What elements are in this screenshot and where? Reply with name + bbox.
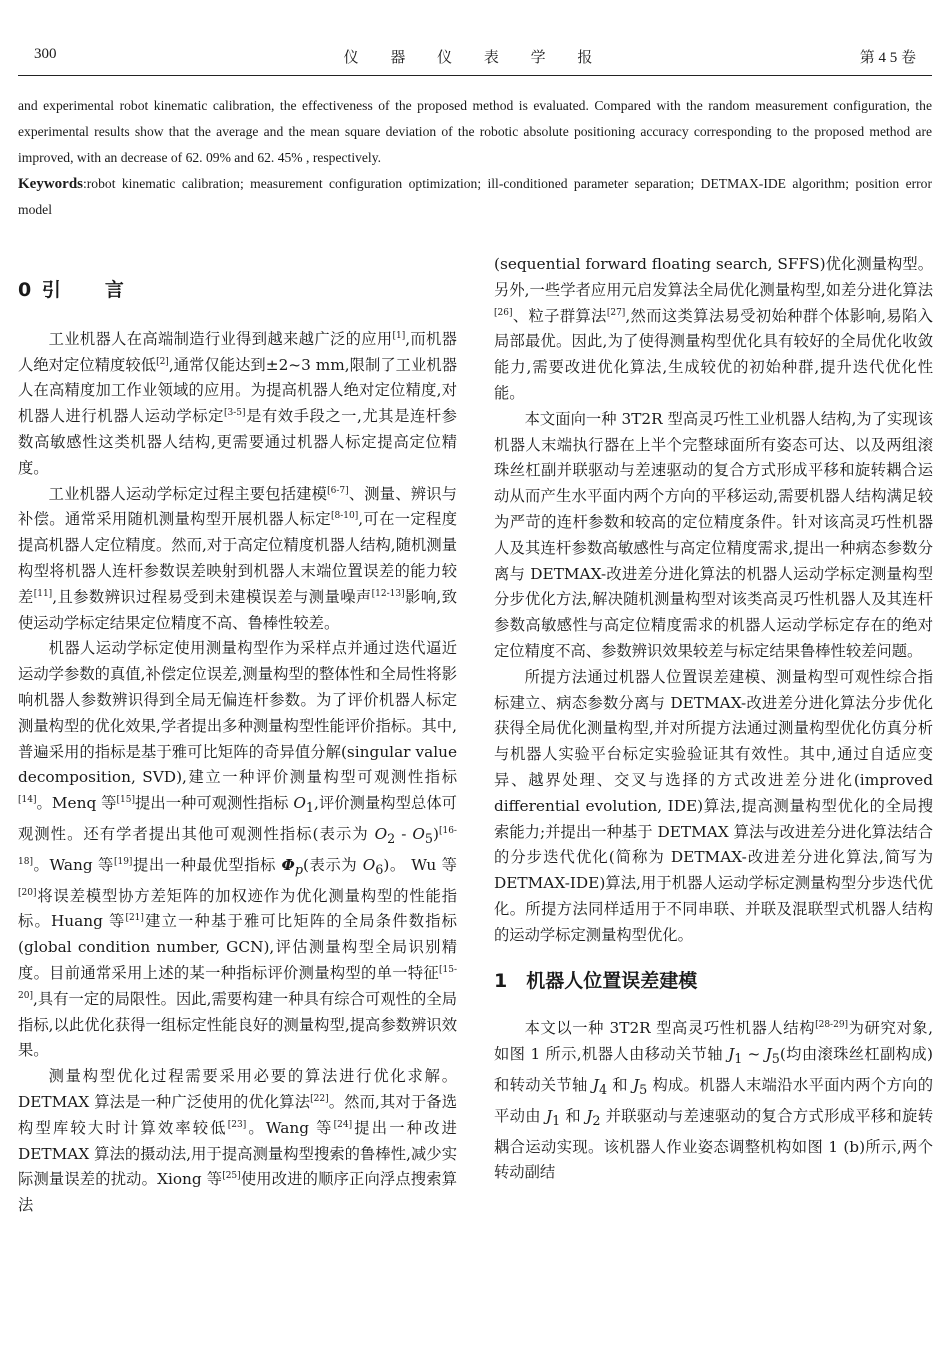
citation: [3-5]: [224, 408, 246, 419]
intro-paragraph-4-cont: (sequential forward floating search, SFFS)优化测量构型。另外,一些学者应用元启发算法全局优化测量构型,如差分进化算法[26]、粒子群算法[27],然而这类算法易受初始种群个体影响,易陷入局部最优。因此,为了使得测量构型优化具有较好的全局优化收敛能力,需要改进优化算法,生成较优的初始种群,提升迭代优化性能。: [494, 255, 933, 402]
citation: [8-10]: [330, 511, 359, 522]
intro-paragraph-5: 本文面向一种 3T2R 型高灵巧性工业机器人结构,为了实现该机器人末端执行器在上半个完整球面所有姿态可达、以及两组滚珠丝杠副并联驱动与差速驱动的复合方式形成平移和旋转耦合运动从而产生水平面内两个方向的平移运动,需要机器人结构满足较为严苛的连杆参数和较高的定位精度条件。针对该高灵巧性机器人及其连杆参数高敏感性与高定位精度需求,提出一种病态参数分离与 DETMAX-改进差分进化算法的机器人运动学标定测量构型分步优化方法,解决随机测量构型对该类高灵巧性机器人及其连杆参数高敏感性与高定位精度需求的机器人运动学标定存在的绝对定位精度不高、参数辨识效果较差与标定结果鲁棒性较差问题。: [494, 409, 933, 660]
section-1-paragraph-1: 本文以一种 3T2R 型高灵巧性机器人结构[28-29]为研究对象,如图 1 所示,机器人由移动关节轴 $J_1$ ~ $J_5$(均由滚珠丝杠副构成)和转动关节轴 $J_4$ 和 $J_5$ 构成。机器人末端沿水平面内两个方向的平动由 $J_1$ 和 $J_2$ 并联驱动与差速驱动的复合方式形成平移和旋转耦合运动实现。该机器人作业姿态调整机构如图 1 (b)所示,两个转动副结: [494, 1019, 933, 1182]
keywords-line: [18, 171, 932, 223]
citation: [27]: [606, 307, 626, 318]
citation: [23]: [227, 1119, 247, 1130]
intro-paragraph-2: 工业机器人运动学标定过程主要包括建模[6-7]、测量、辨识与补偿。通常采用随机测量构型开展机器人标定[8-10],可在一定程度提高机器人定位精度。然而,对于高定位精度机器人结构,随机测量构型将机器人连杆参数误差映射到机器人末端位置误差的能力较差[11],且参数辨识过程易受到未建模误差与测量噪声[12-13]影响,致使运动学标定结果定位精度不高、鲁棒性较差。: [18, 484, 457, 632]
citation: [19]: [113, 856, 133, 867]
citation: [21]: [125, 913, 144, 924]
intro-paragraph-1: 工业机器人在高端制造行业得到越来越广泛的应用[1],而机器人绝对定位精度较低[2],通常仅能达到±2~3 mm,限制了工业机器人在高精度加工作业领域的应用。为提高机器人绝对定位精度,对机器人进行机器人运动学标定[3-5]是有效手段之一,尤其是连杆参数高敏感性这类机器人结构,更需要通过机器人标定提高定位精度。: [18, 329, 457, 477]
section-1-heading: 1 机器人位置误差建模: [494, 969, 698, 992]
citation: [14]: [18, 795, 37, 806]
citation: [22]: [310, 1094, 329, 1105]
keywords-text: :robot kinematic calibration; measurement configuration optimization; ill-conditioned parameter separation; DETMAX-IDE algorithm; position error model: [18, 176, 932, 217]
citation: [24]: [333, 1119, 353, 1130]
page-header: [18, 46, 932, 68]
volume-label: 第 4 5 卷: [859, 50, 916, 66]
intro-paragraph-6: 所提方法通过机器人位置误差建模、测量构型可观性综合指标建立、病态参数分离与 DETMAX-改进差分进化算法分步优化获得全局优化测量构型,并对所提方法通过测量构型优化仿真分析与机器人实验平台标定实验验证其有效性。其中,通过自适应变异、越界处理、交叉与选择的方式改进差分进化(improved differential evolution, IDE)算法,提高测量构型优化的全局搜索能力;并提出一种基于 DETMAX 算法与改进差分进化算法结合的分步迭代优化(简称为 DETMAX-改进差分进化算法,简写为 DETMAX-IDE)算法,用于机器人运动学标定测量构型分步迭代优化。所提方法同样适用于不同串联、并联及混联型式机器人结构的运动学标定测量构型优化。: [494, 667, 933, 944]
page-number: 300: [34, 46, 57, 62]
citation: [15-20]: [18, 965, 457, 1001]
right-column: [494, 252, 933, 1186]
left-column: [18, 278, 457, 1219]
citation: [25]: [222, 1171, 241, 1182]
intro-paragraph-3: 机器人运动学标定使用测量构型作为采样点并通过迭代逼近运动学参数的真值,补偿定位误差,测量构型的整体性和全局性将影响机器人参数辨识得到全局无偏连杆参数。为了评价机器人标定测量构型的优化效果,学者提出多种测量构型性能评价指标。其中,普遍采用的指标是基于雅可比矩阵的奇异值分解(singular value decomposition, SVD),建立一种评价测量构型可观测性指标[14]。Menq 等[15]提出一种可观测性指标 $O_1$,评价测量构型总体可观测性。还有学者提出其他可观测性指标(表示为 $O_2 - O_5)[16-18]$。Wang 等[19]提出一种最优型指标 $\Phi_p$(表示为 $O_6$)。 Wu 等[20]将误差模型协方差矩阵的加权迹作为优化测量构型的性能指标。Huang 等[21]建立一种基于雅可比矩阵的全局条件数指标(global condition number, GCN),评估测量构型全局识别精度。目前通常采用上述的某一种指标评价测量构型的单一特征[15-20],具有一定的局限性。因此,需要构建一种具有综合可观性的全局指标,以此优化获得一组标定性能良好的测量构型,提高参数辨识效果。: [18, 639, 457, 1060]
intro-paragraph-4: 测量构型优化过程需要采用必要的算法进行优化求解。DETMAX 算法是一种广泛使用的优化算法[22]。然而,其对于备选构型库较大时计算效率较低[23]。Wang 等[24]提出一种改进 DETMAX 算法的摄动法,用于提高测量构型搜索的鲁棒性,减少实际测量误差的扰动。Xiong 等[25]使用改进的顺序正向浮点搜索算法: [18, 1067, 457, 1215]
citation: [6-7]: [327, 485, 349, 496]
citation: [15]: [116, 795, 135, 806]
keywords-label: Keywords: [18, 176, 83, 192]
abstract-text: and experimental robot kinematic calibration, the effectiveness of the proposed method is evaluated. Compared with the random measurement configuration, the experimental results show that the average and the mean square deviation of the robotic absolute positioning accuracy corresponding to the proposed method are improved, with an decrease of 62. 09% and 62. 45% , respectively.: [18, 98, 932, 165]
journal-title: 仪 器 仪 表 学 报: [343, 50, 607, 66]
citation: [20]: [18, 887, 37, 898]
header-rule: [18, 75, 932, 76]
section-0-heading: 0 引 言: [18, 279, 126, 301]
citation: [28-29]: [815, 1020, 849, 1031]
citation: [26]: [494, 307, 513, 318]
citation: [12-13]: [371, 588, 405, 599]
citation: [16-18]: [18, 825, 457, 867]
citation: [1]: [392, 330, 406, 341]
citation: [2]: [156, 356, 169, 367]
citation: [11]: [33, 588, 53, 599]
english-abstract: [18, 93, 932, 223]
